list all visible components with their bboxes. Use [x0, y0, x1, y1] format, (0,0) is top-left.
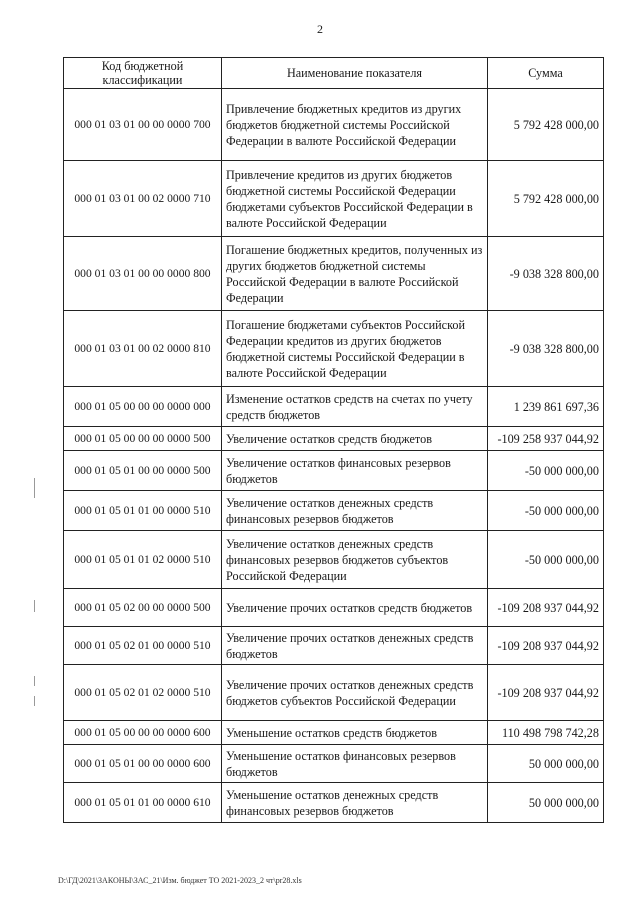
- table-row: [64, 665, 604, 721]
- row-code: 000 01 05 01 01 02 0000 510: [64, 531, 222, 589]
- table-row: [64, 161, 604, 237]
- row-code: 000 01 05 01 00 00 0000 600: [64, 745, 222, 783]
- row-name: Увеличение остатков финансовых резервов бюджетов: [222, 451, 488, 491]
- row-code: 000 01 03 01 00 02 0000 710: [64, 161, 222, 237]
- table-row: [64, 387, 604, 427]
- row-name: Погашение бюджетами субъектов Российской Федерации кредитов из других бюджетов бюджетной системы Российской Федерации в валюте Российской Федерации: [222, 311, 488, 387]
- table-row: [64, 783, 604, 823]
- table-row: [64, 531, 604, 589]
- table-row: [64, 311, 604, 387]
- header-name: Наименование показателя: [222, 58, 488, 89]
- row-code: 000 01 03 01 00 02 0000 810: [64, 311, 222, 387]
- row-name: Погашение бюджетных кредитов, полученных из других бюджетов бюджетной системы Российской Федерации в валюте Российской Федерации: [222, 237, 488, 311]
- row-name: Уменьшение остатков финансовых резервов бюджетов: [222, 745, 488, 783]
- row-code: 000 01 05 01 01 00 0000 510: [64, 491, 222, 531]
- row-code: 000 01 05 02 00 00 0000 500: [64, 589, 222, 627]
- header-code: Код бюджетной классификации: [64, 58, 222, 89]
- row-name: Увеличение остатков средств бюджетов: [222, 427, 488, 451]
- row-sum: -109 208 937 044,92: [488, 589, 604, 627]
- table-row: [64, 491, 604, 531]
- table-row: [64, 627, 604, 665]
- table-header-row: [64, 58, 604, 89]
- row-code: 000 01 03 01 00 00 0000 700: [64, 89, 222, 161]
- table-row: [64, 451, 604, 491]
- row-sum: -9 038 328 800,00: [488, 237, 604, 311]
- table-row: [64, 745, 604, 783]
- row-name: Изменение остатков средств на счетах по учету средств бюджетов: [222, 387, 488, 427]
- table-row: [64, 89, 604, 161]
- margin-mark: [34, 600, 35, 612]
- row-sum: -50 000 000,00: [488, 531, 604, 589]
- row-sum: -109 258 937 044,92: [488, 427, 604, 451]
- margin-mark: [34, 696, 35, 706]
- table-row: [64, 427, 604, 451]
- file-path-footer: D:\ГД\2021\ЗАКОНЫ\ЗАС_21\Изм. бюджет ТО 2021-2023_2 чт\pr28.xls: [58, 876, 302, 885]
- row-code: 000 01 03 01 00 00 0000 800: [64, 237, 222, 311]
- margin-mark: [34, 478, 35, 498]
- row-name: Уменьшение остатков средств бюджетов: [222, 721, 488, 745]
- row-sum: -109 208 937 044,92: [488, 665, 604, 721]
- row-code: 000 01 05 00 00 00 0000 000: [64, 387, 222, 427]
- row-name: Увеличение прочих остатков денежных средств бюджетов субъектов Российской Федерации: [222, 665, 488, 721]
- row-code: 000 01 05 00 00 00 0000 500: [64, 427, 222, 451]
- row-name: Увеличение прочих остатков средств бюджетов: [222, 589, 488, 627]
- row-sum: 1 239 861 697,36: [488, 387, 604, 427]
- row-code: 000 01 05 01 00 00 0000 500: [64, 451, 222, 491]
- row-sum: -9 038 328 800,00: [488, 311, 604, 387]
- row-sum: -109 208 937 044,92: [488, 627, 604, 665]
- row-name: Привлечение бюджетных кредитов из других бюджетов бюджетной системы Российской Федерации в валюте Российской Федерации: [222, 89, 488, 161]
- row-sum: 5 792 428 000,00: [488, 161, 604, 237]
- row-sum: -50 000 000,00: [488, 491, 604, 531]
- row-code: 000 01 05 02 01 00 0000 510: [64, 627, 222, 665]
- row-code: 000 01 05 00 00 00 0000 600: [64, 721, 222, 745]
- row-code: 000 01 05 02 01 02 0000 510: [64, 665, 222, 721]
- row-sum: 50 000 000,00: [488, 745, 604, 783]
- row-name: Увеличение прочих остатков денежных средств бюджетов: [222, 627, 488, 665]
- row-sum: -50 000 000,00: [488, 451, 604, 491]
- row-name: Увеличение остатков денежных средств финансовых резервов бюджетов: [222, 491, 488, 531]
- row-name: Уменьшение остатков денежных средств финансовых резервов бюджетов: [222, 783, 488, 823]
- row-code: 000 01 05 01 01 00 0000 610: [64, 783, 222, 823]
- row-name: Увеличение остатков денежных средств финансовых резервов бюджетов субъектов Российской Федерации: [222, 531, 488, 589]
- row-sum: 50 000 000,00: [488, 783, 604, 823]
- table-row: [64, 237, 604, 311]
- budget-sources-table: [63, 57, 604, 823]
- table-row: [64, 721, 604, 745]
- page-number: 2: [317, 22, 323, 36]
- row-name: Привлечение кредитов из других бюджетов бюджетной системы Российской Федерации бюджетами субъектов Российской Федерации в валюте Российской Федерации: [222, 161, 488, 237]
- row-sum: 5 792 428 000,00: [488, 89, 604, 161]
- header-sum: Сумма: [488, 58, 604, 89]
- row-sum: 110 498 798 742,28: [488, 721, 604, 745]
- table-row: [64, 589, 604, 627]
- margin-mark: [34, 676, 35, 686]
